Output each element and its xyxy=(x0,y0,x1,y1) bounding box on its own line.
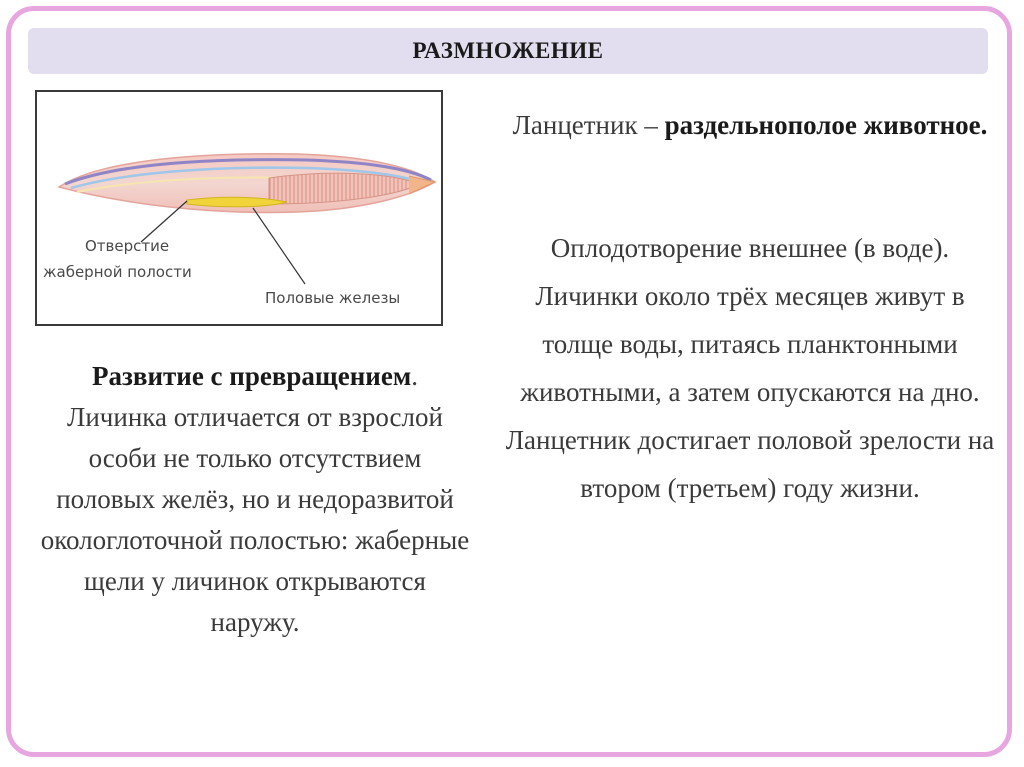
label-opening-line1: Отверстие xyxy=(85,237,170,255)
label-gonads: Половые железы xyxy=(265,289,401,307)
fertilization-paragraph: Оплодотворение внешнее (в воде). Личинки около трёх месяцев живут в толще воды, питаясь планктонными животными, а затем опускаются на дно. Ланцетник достигает половой зрелости на втором (третьем) году жизни. xyxy=(505,233,995,503)
development-paragraph xyxy=(40,356,470,643)
sex-paragraph xyxy=(505,102,995,149)
title-bar xyxy=(28,28,988,74)
sex-normal: Ланцетник – xyxy=(512,110,665,140)
slide-title: РАЗМНОЖЕНИЕ xyxy=(412,38,604,63)
label-opening-line2: жаберной полости xyxy=(43,263,192,281)
development-rest: . Личинка отличается от взрослой особи не только отсутствием половых желёз, но и недоразвитой окологлоточной полостью: жаберные щели у личинок открываются наружу. xyxy=(40,361,470,637)
sex-bold: раздельнополое животное. xyxy=(664,110,988,140)
lancelet-figure xyxy=(35,90,443,326)
development-bold: Развитие с превращением xyxy=(92,361,412,391)
gonads-leader-line xyxy=(253,208,305,284)
